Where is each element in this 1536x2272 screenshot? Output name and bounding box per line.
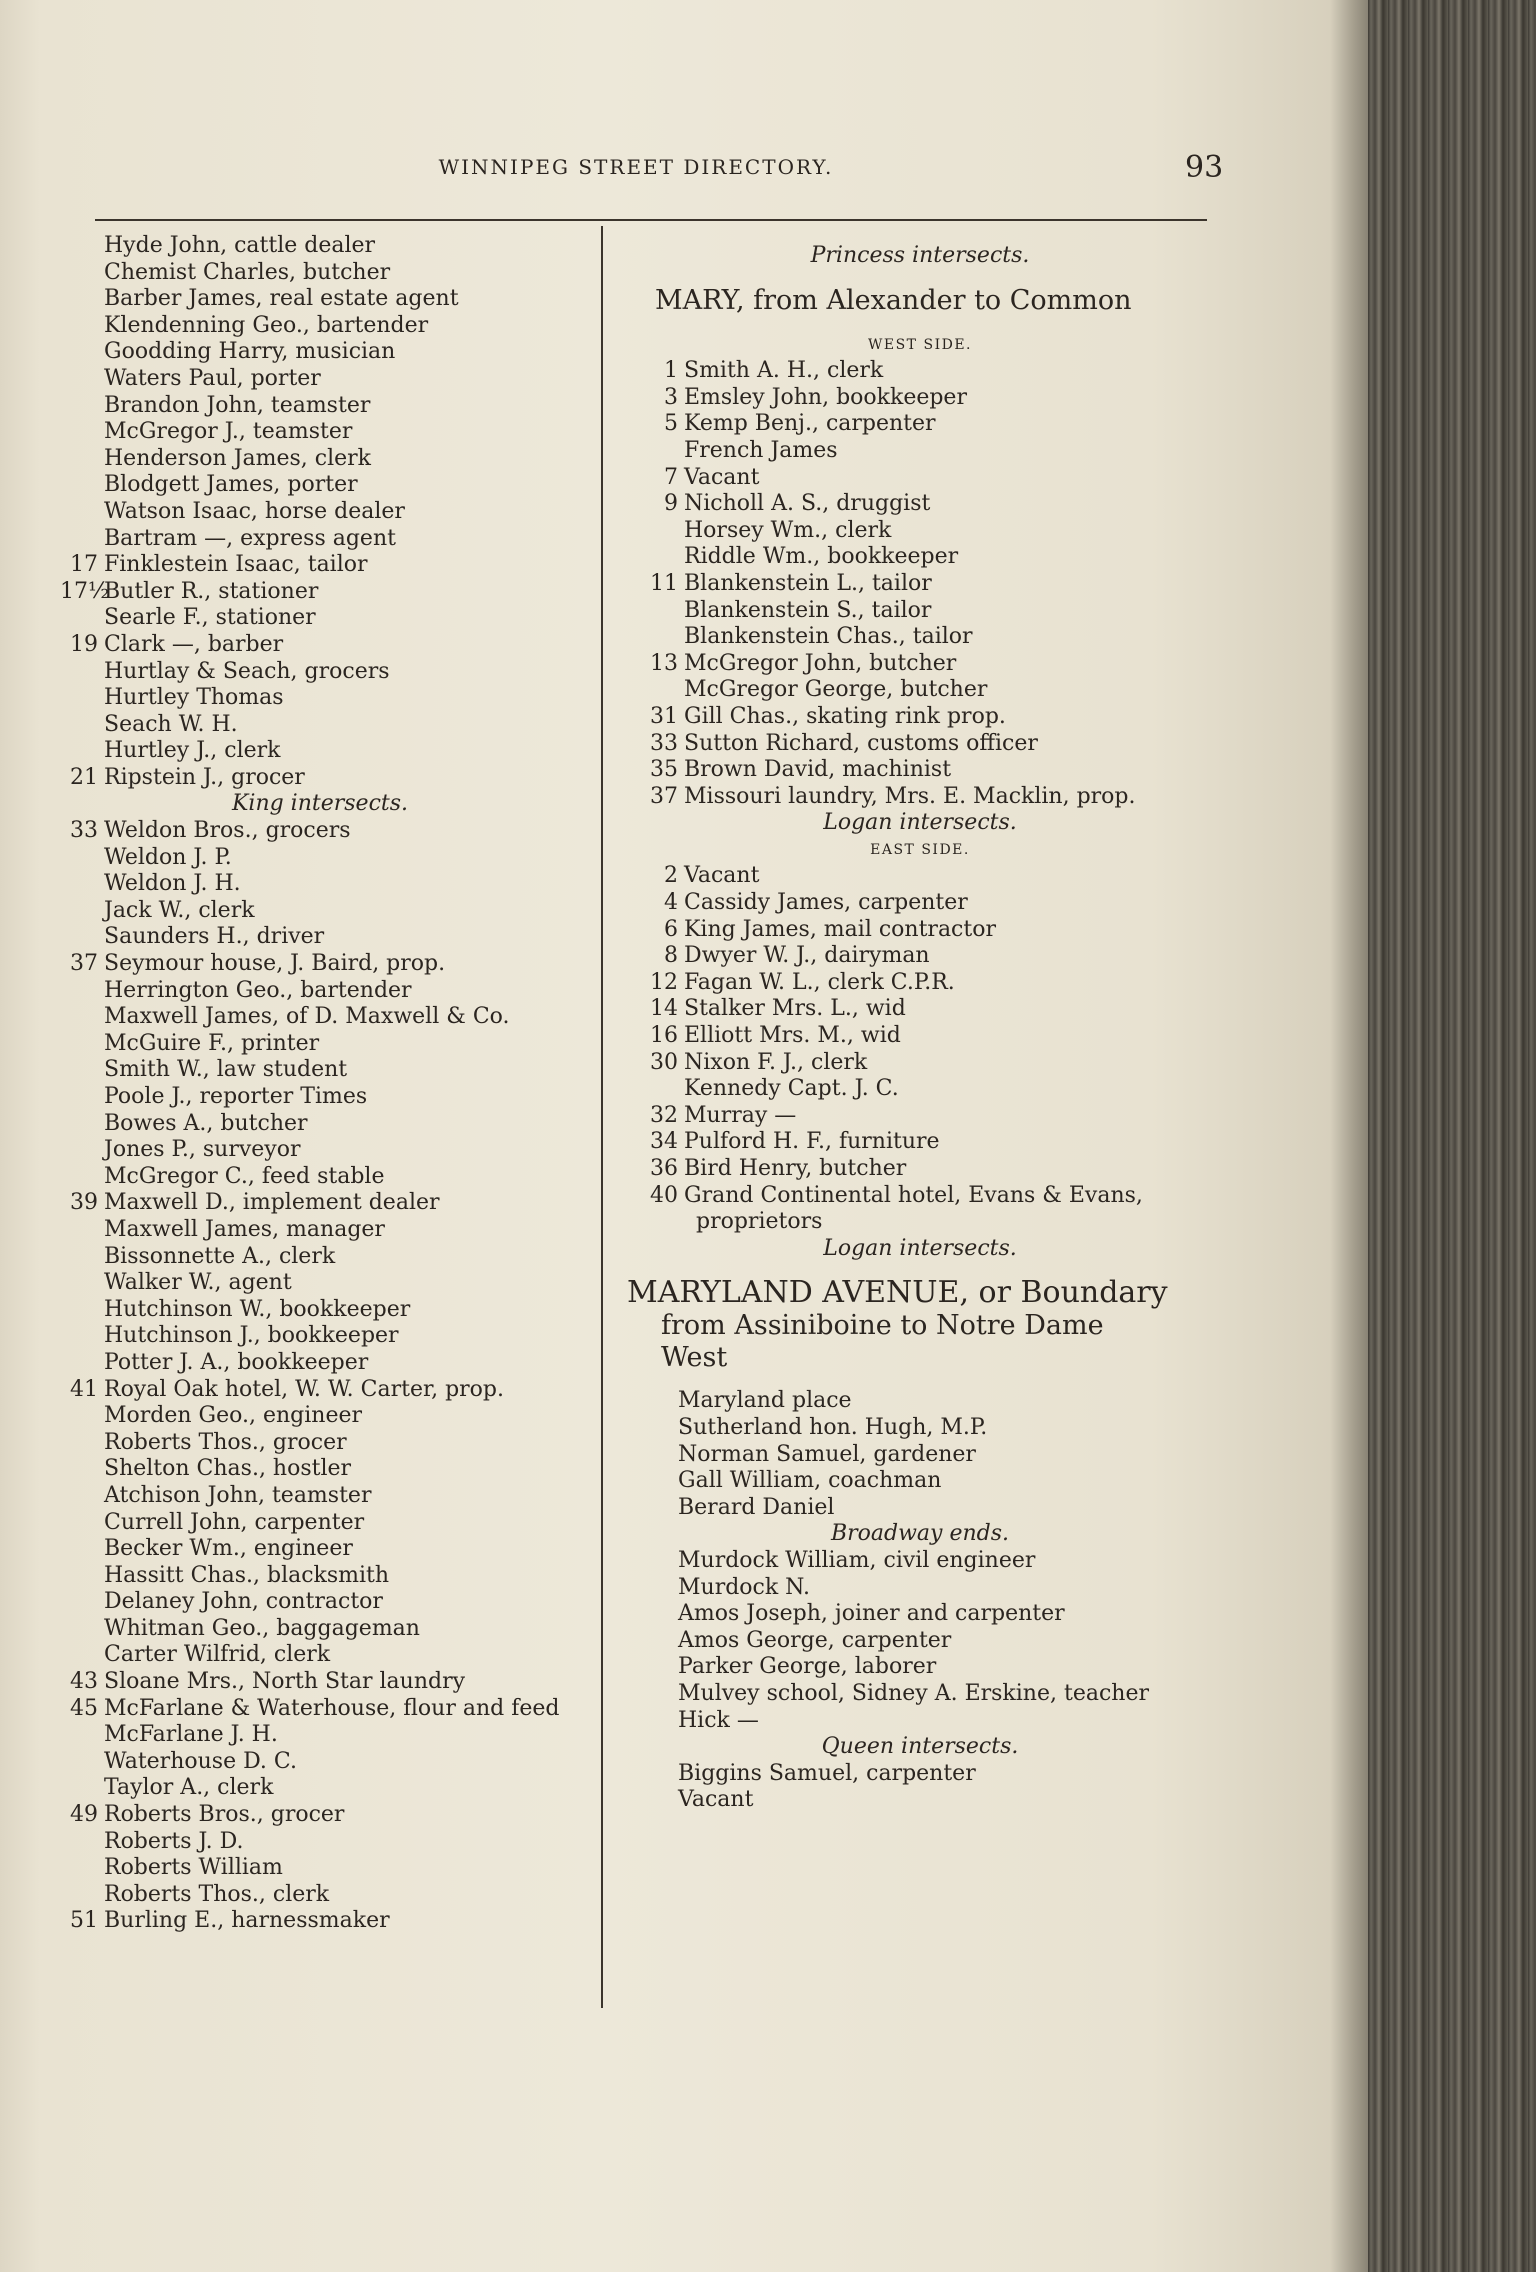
directory-entry — [640, 358, 1200, 385]
spacer — [640, 1374, 1200, 1388]
spacer — [640, 1262, 1200, 1276]
directory-entry — [60, 605, 580, 632]
directory-entry — [60, 898, 580, 925]
running-header: WINNIPEG STREET DIRECTORY. — [438, 155, 834, 179]
entry-name: Henderson James, clerk — [104, 445, 372, 471]
house-number: 5 — [664, 411, 678, 437]
entry-name: Gall William, coachman — [678, 1468, 942, 1494]
entry-name: Maxwell James, manager — [104, 1216, 385, 1242]
house-number: 8 — [664, 943, 678, 969]
entry-name: Fagan W. L., clerk C.P.R. — [684, 969, 955, 995]
entry-name: Bird Henry, butcher — [684, 1156, 907, 1181]
house-number: 9 — [664, 491, 678, 517]
directory-entry — [640, 1156, 1200, 1183]
column-divider — [601, 226, 603, 2008]
entry-name: Shelton Chas., hostler — [104, 1456, 352, 1482]
directory-entry — [640, 438, 1200, 465]
directory-entry — [640, 1183, 1200, 1210]
entry-name: Smith A. H., clerk — [684, 358, 884, 384]
directory-entry — [640, 1468, 1200, 1495]
directory-entry — [60, 1350, 580, 1377]
entry-name: Weldon Bros., grocers — [104, 818, 351, 844]
entry-name: Carter Wilfrid, clerk — [104, 1642, 331, 1668]
cross-street-note: King intersects. — [231, 791, 409, 817]
entry-name: Mulvey school, Sidney A. Erskine, teacher — [678, 1680, 1149, 1706]
directory-entry — [640, 544, 1200, 571]
entry-name: Vacant — [684, 464, 760, 490]
directory-entry — [640, 385, 1200, 412]
house-number: 17½ — [60, 578, 110, 604]
house-number: 4 — [664, 890, 678, 916]
directory-entry — [60, 1084, 580, 1111]
directory-entry — [60, 871, 580, 898]
house-number: 14 — [650, 996, 678, 1022]
entry-name: Dwyer W. J., dairyman — [684, 943, 930, 969]
house-number: 7 — [664, 464, 678, 490]
entry-name: Norman Samuel, gardener — [678, 1441, 976, 1467]
directory-entry — [60, 1031, 580, 1058]
directory-entry — [640, 996, 1200, 1023]
entry-name: Nixon F. J., clerk — [684, 1049, 868, 1075]
entry-name: Maxwell D., implement dealer — [104, 1190, 440, 1216]
entry-name: Berard Daniel — [678, 1494, 835, 1520]
directory-entry — [60, 738, 580, 765]
directory-entry — [60, 1377, 580, 1404]
house-number: 36 — [650, 1156, 678, 1181]
directory-entry — [60, 1882, 580, 1909]
directory-entry — [640, 1103, 1200, 1130]
directory-entry — [60, 1403, 580, 1430]
house-number: 1 — [664, 358, 678, 384]
entry-name: Hutchinson W., bookkeeper — [104, 1296, 411, 1322]
entry-name: Saunders H., driver — [104, 924, 325, 950]
entry-name: Elliott Mrs. M., wid — [684, 1023, 901, 1049]
directory-entry — [60, 366, 580, 393]
entry-name: Cassidy James, carpenter — [684, 890, 968, 916]
entry-continuation — [640, 1209, 1200, 1236]
directory-entry — [60, 1908, 580, 1935]
directory-entry — [60, 924, 580, 951]
directory-entry — [60, 1722, 580, 1749]
entry-name: Biggins Samuel, carpenter — [678, 1760, 976, 1786]
house-number: 35 — [650, 757, 678, 783]
entry-name: Sutherland hon. Hugh, M.P. — [678, 1414, 988, 1440]
house-number: 2 — [664, 863, 678, 889]
directory-entry — [60, 1563, 580, 1590]
entry-name: French James — [684, 437, 838, 463]
directory-entry — [60, 1430, 580, 1457]
directory-entry — [60, 818, 580, 845]
directory-entry — [640, 1023, 1200, 1050]
directory-entry — [60, 1483, 580, 1510]
directory-entry — [60, 1829, 580, 1856]
directory-entry — [60, 552, 580, 579]
house-number: 31 — [650, 703, 678, 729]
directory-entry — [60, 1696, 580, 1723]
side-label: WEST SIDE. — [867, 336, 972, 353]
entry-name: Weldon J. H. — [104, 871, 241, 897]
directory-entry — [640, 624, 1200, 651]
house-number: 43 — [70, 1669, 98, 1695]
directory-entry — [60, 978, 580, 1005]
entry-name: Herrington Geo., bartender — [104, 977, 412, 1003]
directory-entry — [60, 526, 580, 553]
house-number: 12 — [650, 969, 678, 995]
directory-entry — [640, 1388, 1200, 1415]
directory-entry — [60, 1775, 580, 1802]
entry-name: Poole J., reporter Times — [104, 1084, 368, 1109]
entry-name: Hick — — [678, 1707, 759, 1733]
entry-name: Riddle Wm., bookkeeper — [684, 544, 959, 570]
directory-entry — [640, 1442, 1200, 1469]
directory-entry — [640, 1628, 1200, 1655]
directory-entry — [640, 863, 1200, 890]
directory-entry — [60, 1270, 580, 1297]
entry-name: Blankenstein Chas., tailor — [684, 624, 973, 650]
entry-name: McGuire F., printer — [104, 1030, 320, 1056]
directory-entry — [640, 757, 1200, 784]
house-number: 33 — [70, 818, 98, 844]
entry-name: Amos Joseph, joiner and carpenter — [678, 1601, 1065, 1627]
directory-entry — [60, 286, 580, 313]
entry-name: McGregor John, butcher — [684, 650, 957, 676]
directory-entry — [60, 951, 580, 978]
entry-name: Seach W. H. — [104, 711, 238, 737]
entry-name: Nicholl A. S., druggist — [684, 491, 931, 517]
directory-entry — [60, 1244, 580, 1271]
entry-name: Butler R., stationer — [104, 578, 319, 604]
directory-entry — [640, 677, 1200, 704]
house-number: 49 — [70, 1802, 98, 1828]
entry-name: Finklestein Isaac, tailor — [104, 552, 368, 578]
entry-name: Weldon J. P. — [104, 844, 232, 870]
house-number: 19 — [70, 631, 98, 657]
directory-entry — [640, 1575, 1200, 1602]
book-spine-edge — [1368, 0, 1536, 2272]
entry-name: Atchison John, teamster — [104, 1482, 372, 1508]
house-number: 51 — [70, 1908, 98, 1934]
directory-entry — [60, 1297, 580, 1324]
house-number: 6 — [664, 916, 678, 942]
directory-entry — [640, 571, 1200, 598]
cross-street-note: Broadway ends. — [830, 1521, 1010, 1547]
entry-name: Waterhouse D. C. — [104, 1748, 297, 1774]
entry-name: Jack W., clerk — [104, 897, 255, 923]
directory-entry — [60, 765, 580, 792]
entry-name: Sutton Richard, customs officer — [684, 730, 1038, 756]
entry-name: Blankenstein L., tailor — [684, 570, 932, 596]
entry-name: McFarlane J. H. — [104, 1722, 278, 1748]
house-number: 21 — [70, 764, 98, 790]
directory-entry — [60, 499, 580, 526]
entry-name: Amos George, carpenter — [678, 1627, 952, 1653]
entry-name: Hurtley Thomas — [104, 685, 284, 711]
street-heading-continued: from Assiniboine to Notre Dame — [661, 1310, 1104, 1342]
directory-entry — [60, 1802, 580, 1829]
directory-entry — [640, 784, 1200, 811]
directory-entry — [640, 943, 1200, 970]
directory-entry — [640, 890, 1200, 917]
entry-name: Royal Oak hotel, W. W. Carter, prop. — [104, 1376, 504, 1402]
entry-name: Stalker Mrs. L., wid — [684, 996, 906, 1022]
directory-entry — [60, 339, 580, 366]
directory-entry — [60, 632, 580, 659]
directory-entry — [640, 1076, 1200, 1103]
spacer — [640, 318, 1200, 332]
directory-entry — [60, 1749, 580, 1776]
entry-name: McFarlane & Waterhouse, flour and feed — [104, 1695, 560, 1721]
directory-entry — [640, 731, 1200, 758]
directory-entry — [640, 970, 1200, 997]
entry-name: Sloane Mrs., North Star laundry — [104, 1669, 466, 1695]
entry-name: Blodgett James, porter — [104, 472, 358, 498]
entry-name: Chemist Charles, butcher — [104, 259, 391, 285]
house-number: 32 — [650, 1102, 678, 1128]
directory-entry — [60, 579, 580, 606]
entry-name: Hurtley J., clerk — [104, 738, 281, 764]
entry-name: McGregor C., feed stable — [104, 1163, 385, 1189]
entry-name: Watson Isaac, horse dealer — [104, 498, 405, 524]
house-number: 33 — [650, 730, 678, 756]
entry-name: Potter J. A., bookkeeper — [104, 1349, 369, 1375]
cross-street-note: Logan intersects. — [823, 1235, 1017, 1261]
entry-name: McGregor J., teamster — [104, 419, 353, 445]
entry-name: Seymour house, J. Baird, prop. — [104, 951, 446, 977]
entry-name: Becker Wm., engineer — [104, 1536, 353, 1562]
directory-entry — [60, 1456, 580, 1483]
entry-name: Blankenstein S., tailor — [684, 597, 932, 623]
directory-entry — [60, 419, 580, 446]
spacer — [640, 270, 1200, 284]
house-number: 17 — [70, 552, 98, 578]
directory-entry — [640, 1495, 1200, 1522]
directory-entry — [60, 659, 580, 686]
directory-entry — [640, 704, 1200, 731]
entry-name: Horsey Wm., clerk — [684, 517, 892, 543]
house-number: 45 — [70, 1695, 98, 1721]
entry-name: Gill Chas., skating rink prop. — [684, 703, 1006, 729]
directory-entry — [60, 1669, 580, 1696]
directory-entry — [60, 1111, 580, 1138]
entry-name: Murdock William, civil engineer — [678, 1547, 1036, 1573]
directory-entry — [640, 1787, 1200, 1814]
directory-entry — [60, 1536, 580, 1563]
directory-entry — [640, 1681, 1200, 1708]
directory-entry — [60, 313, 580, 340]
directory-entry — [60, 1510, 580, 1537]
entry-name: Morden Geo., engineer — [104, 1403, 363, 1429]
right-column — [627, 243, 1200, 1814]
directory-entry — [60, 712, 580, 739]
directory-entry — [640, 518, 1200, 545]
entry-name: Brandon John, teamster — [104, 392, 371, 418]
entry-name: Klendenning Geo., bartender — [104, 312, 429, 338]
street-heading-continued: West — [661, 1342, 728, 1374]
house-number: 16 — [650, 1023, 678, 1049]
entry-name: McGregor George, butcher — [684, 677, 988, 703]
directory-entry — [60, 1323, 580, 1350]
side-label: EAST SIDE. — [870, 841, 970, 858]
directory-entry — [640, 598, 1200, 625]
directory-entry — [60, 1137, 580, 1164]
entry-name: Brown David, machinist — [684, 757, 952, 783]
directory-entry — [640, 651, 1200, 678]
directory-entry — [640, 1601, 1200, 1628]
entry-name: Bissonnette A., clerk — [104, 1243, 336, 1269]
cross-street-note: Queen intersects. — [821, 1734, 1019, 1760]
entry-name: Searle F., stationer — [104, 605, 316, 631]
directory-entry — [60, 393, 580, 420]
entry-name: Grand Continental hotel, Evans & Evans, — [684, 1182, 1143, 1208]
street-heading: MARY, from Alexander to Common — [655, 284, 1132, 316]
house-number: 13 — [650, 650, 678, 676]
entry-name: Ripstein J., grocer — [104, 764, 305, 790]
directory-entry — [60, 1004, 580, 1031]
directory-entry — [60, 260, 580, 287]
directory-entry — [640, 917, 1200, 944]
entry-name: Hyde John, cattle dealer — [104, 233, 376, 258]
entry-name: Pulford H. F., furniture — [684, 1129, 940, 1155]
page-number: 93 — [1185, 150, 1224, 185]
entry-name: King James, mail contractor — [684, 916, 996, 942]
cross-street-note: Princess intersects. — [810, 243, 1030, 268]
directory-entry — [60, 1589, 580, 1616]
directory-entry — [60, 845, 580, 872]
entry-name: Clark —, barber — [104, 631, 284, 657]
house-number: 39 — [70, 1190, 98, 1216]
directory-entry — [60, 1190, 580, 1217]
entry-name: Taylor A., clerk — [104, 1775, 274, 1801]
directory-entry — [60, 1642, 580, 1669]
header-rule — [95, 219, 1207, 221]
directory-entry — [640, 465, 1200, 492]
entry-name: Walker W., agent — [104, 1270, 292, 1296]
entry-name: Bowes A., butcher — [104, 1110, 308, 1136]
entry-name: Parker George, laborer — [678, 1654, 937, 1680]
entry-name: Bartram —, express agent — [104, 525, 396, 551]
entry-name: Murray — — [684, 1102, 797, 1128]
directory-entry — [60, 1616, 580, 1643]
entry-name: Missouri laundry, Mrs. E. Macklin, prop. — [684, 783, 1136, 809]
entry-name: Murdock N. — [678, 1574, 811, 1600]
entry-name: Goodding Harry, musician — [104, 339, 396, 365]
directory-entry — [640, 1548, 1200, 1575]
house-number: 41 — [70, 1376, 98, 1402]
entry-name: Vacant — [678, 1787, 754, 1813]
directory-entry — [60, 1217, 580, 1244]
directory-entry — [640, 1050, 1200, 1077]
house-number: 30 — [650, 1049, 678, 1075]
entry-name: Delaney John, contractor — [104, 1589, 383, 1615]
directory-entry — [60, 446, 580, 473]
directory-entry — [60, 1855, 580, 1882]
directory-entry — [60, 472, 580, 499]
directory-entry — [640, 1708, 1200, 1735]
house-number: 3 — [664, 384, 678, 410]
directory-entry — [60, 1057, 580, 1084]
directory-entry — [60, 1164, 580, 1191]
house-number: 11 — [650, 570, 678, 596]
entry-name: Maryland place — [678, 1388, 852, 1414]
entry-name: Vacant — [684, 863, 760, 889]
entry-name: Waters Paul, porter — [104, 365, 321, 391]
entry-name: Hassitt Chas., blacksmith — [104, 1562, 390, 1588]
entry-name: Burling E., harnessmaker — [104, 1908, 390, 1934]
directory-entry — [640, 1415, 1200, 1442]
entry-name: Roberts J. D. — [104, 1828, 244, 1854]
entry-name: Whitman Geo., baggageman — [104, 1615, 420, 1641]
entry-name: Maxwell James, of D. Maxwell & Co. — [104, 1004, 510, 1030]
entry-name: Roberts Thos., grocer — [104, 1429, 347, 1455]
entry-name: proprietors — [696, 1209, 823, 1235]
house-number: 37 — [70, 951, 98, 977]
entry-name: Roberts William — [104, 1855, 283, 1881]
entry-name: Barber James, real estate agent — [104, 286, 459, 312]
entry-name: Jones P., surveyor — [104, 1137, 301, 1163]
house-number: 34 — [650, 1129, 678, 1155]
entry-name: Hutchinson J., bookkeeper — [104, 1323, 399, 1349]
directory-entry — [60, 685, 580, 712]
house-number: 37 — [650, 783, 678, 809]
entry-name: Hurtlay & Seach, grocers — [104, 658, 390, 684]
house-number: 40 — [650, 1182, 678, 1208]
entry-name: Kemp Benj., carpenter — [684, 411, 936, 437]
street-heading: MARYLAND AVENUE, or Boundary — [627, 1275, 1168, 1311]
entry-name: Emsley John, bookkeeper — [684, 384, 967, 410]
entry-name: Kennedy Capt. J. C. — [684, 1076, 899, 1102]
directory-entry — [640, 1654, 1200, 1681]
left-column — [60, 233, 580, 1935]
directory-entry — [60, 233, 580, 260]
directory-entry — [640, 1129, 1200, 1156]
directory-entry — [640, 1761, 1200, 1788]
directory-entry — [640, 411, 1200, 438]
cross-street-note: Logan intersects. — [823, 810, 1017, 836]
entry-name: Currell John, carpenter — [104, 1509, 365, 1535]
entry-name: Roberts Thos., clerk — [104, 1881, 330, 1907]
entry-name: Roberts Bros., grocer — [104, 1802, 345, 1828]
directory-entry — [640, 491, 1200, 518]
entry-name: Smith W., law student — [104, 1057, 348, 1083]
